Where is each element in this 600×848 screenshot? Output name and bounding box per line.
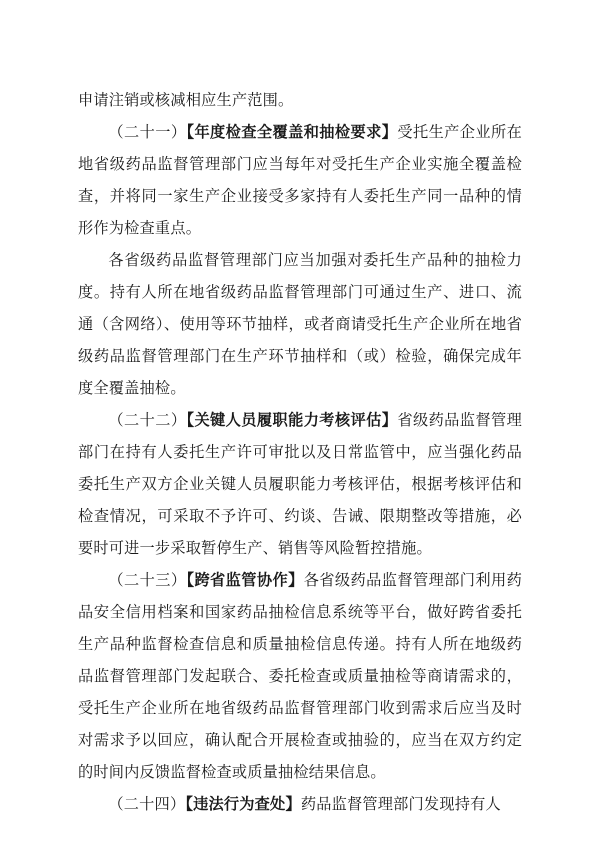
paragraph: [78, 116, 522, 244]
paragraph-heading-label: 【年度检查全覆盖和抽检要求】: [186, 123, 398, 141]
paragraph-text: （二十一）: [108, 123, 187, 141]
paragraph-text: 受托生产企业所在地省级药品监督管理部门应当每年对受托生产企业实施全覆盖检查，并将同一家生产企业接受多家持有人委托生产同一品种的情形作为检查重点。: [78, 123, 523, 237]
paragraph: [78, 404, 522, 564]
paragraph-text: （二十四）: [108, 795, 186, 813]
paragraph: [78, 244, 522, 404]
paragraph: [78, 564, 522, 788]
paragraph-heading-label: 【违法行为查处】: [185, 795, 301, 813]
document-body: [78, 84, 522, 820]
paragraph-text: 药品监督管理部门发现持有人: [300, 795, 501, 813]
paragraph-text: （二十三）: [108, 571, 187, 589]
paragraph-text: 各省级药品监督管理部门应当加强对委托生产品种的抽检力度。持有人所在地省级药品监督管理部门可通过生产、进口、流通（含网络）、使用等环节抽样，或者商请受托生产企业所在地省级药品监督管理部门在生产环节抽样和（或）检验，确保完成年度全覆盖抽检。: [78, 251, 522, 397]
paragraph-heading-label: 【跨省监管协作】: [186, 571, 304, 589]
paragraph-heading-label: 【关键人员履职能力考核评估】: [186, 411, 398, 429]
paragraph-text: 省级药品监督管理部门在持有人委托生产许可审批以及日常监管中，应当强化药品委托生产双方企业关键人员履职能力考核评估，根据考核评估和检查情况，可采取不予许可、约谈、告诫、限期整改等措施，必要时可进一步采取暂停生产、销售等风险暂控措施。: [78, 411, 523, 557]
paragraph-text: 各省级药品监督管理部门利用药品安全信用档案和国家药品抽检信息系统等平台，做好跨省委托生产品种监督检查信息和质量抽检信息传递。持有人所在地级药品监督管理部门发起联合、委托检查或质量抽检等商请需求的，受托生产企业所在地省级药品监督管理部门收到需求后应当及时对需求予以回应，确认配合开展检查或抽验的，应当在双方约定的时间内反馈监督检查或质量抽检结果信息。: [78, 571, 522, 781]
paragraph: [78, 788, 522, 820]
paragraph: [78, 84, 522, 116]
paragraph-text: （二十二）: [108, 411, 187, 429]
paragraph-text: 申请注销或核减相应生产范围。: [78, 91, 294, 109]
